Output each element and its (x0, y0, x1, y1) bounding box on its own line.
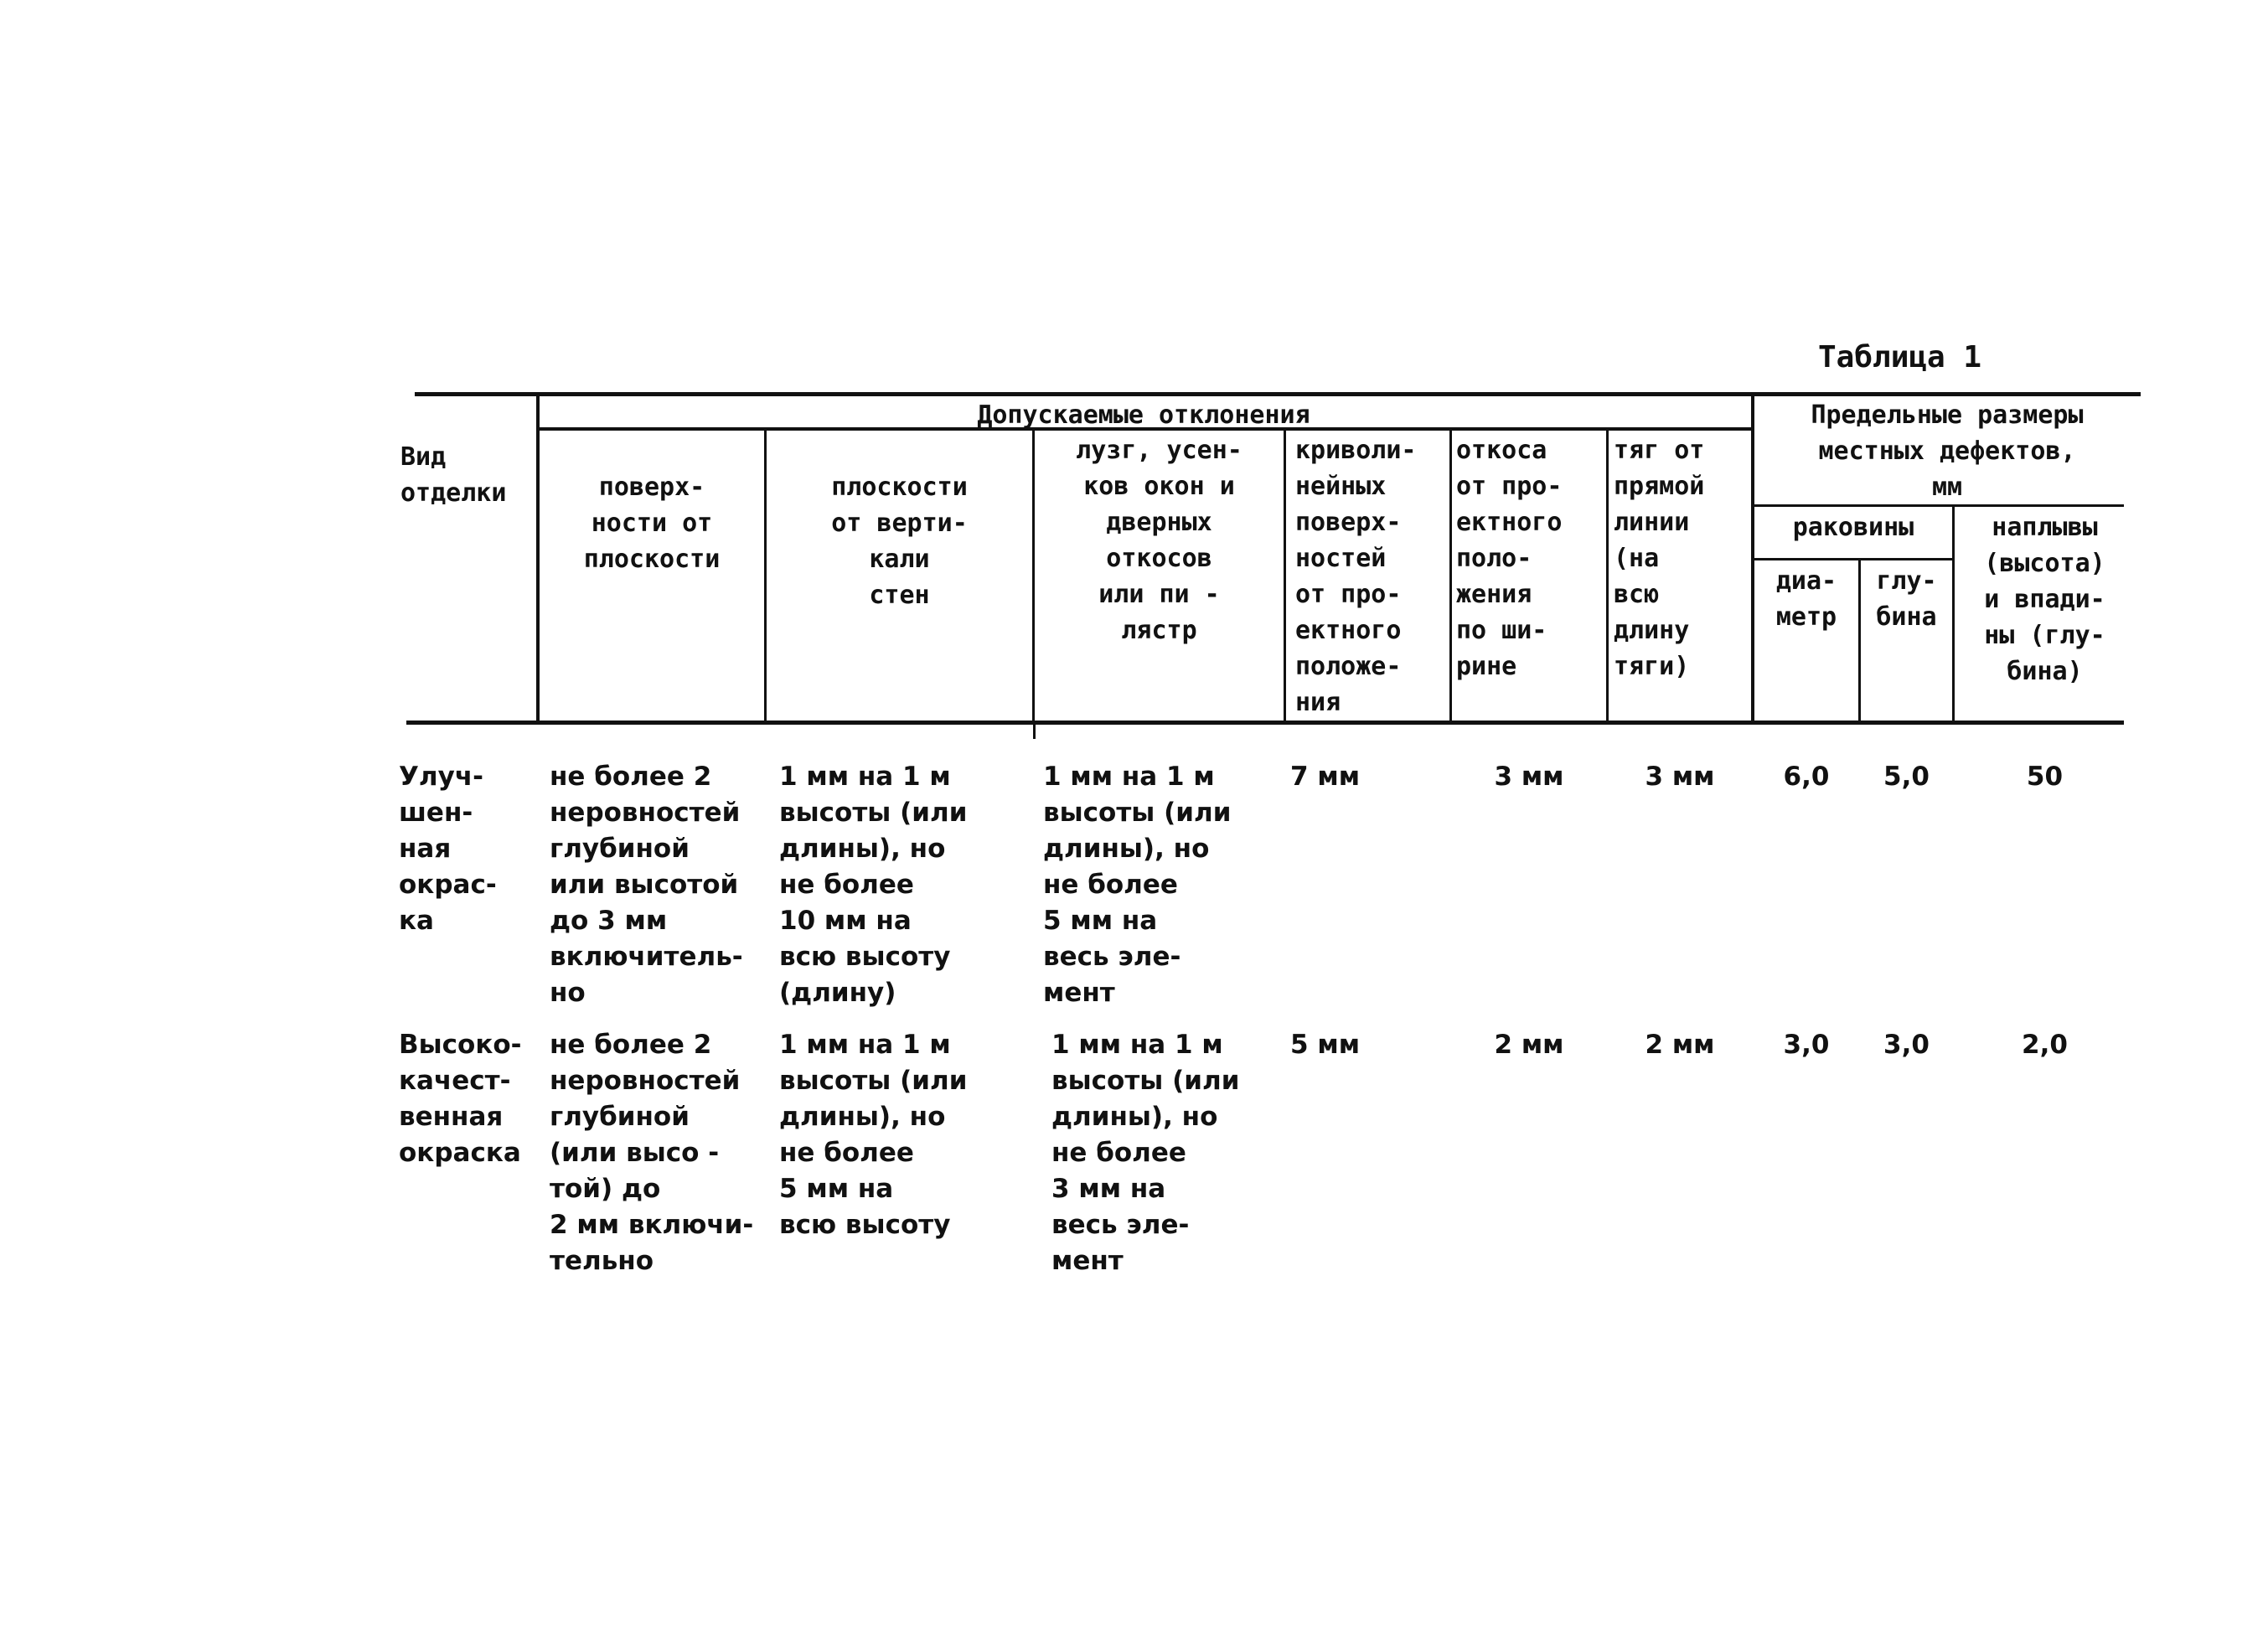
header-col-curved: криволи- нейных поверх- ностей от про- ектного положе- ния (1295, 436, 1417, 717)
row1-curved: 7 мм (1290, 762, 1361, 792)
header-sub-diameter: диа- метр (1775, 566, 1837, 632)
header-bottom-rule (406, 721, 2124, 725)
row2-rusts: 1 мм на 1 м высоты (или длины), но не более 3 мм на весь эле- мент (1051, 1030, 1240, 1276)
row2-rods: 2 мм (1645, 1030, 1715, 1060)
row1-finish-type: Улуч- шен- ная окрас- ка (399, 762, 497, 936)
header-sub-shells: раковины (1792, 513, 1914, 542)
row1-rusts: 1 мм на 1 м высоты (или длины), но не более 5 мм на весь эле- мент (1043, 762, 1232, 1008)
row2-diameter: 3,0 (1783, 1030, 1830, 1060)
row1-depth: 5,0 (1883, 762, 1930, 792)
col-divider-6 (1606, 429, 1609, 722)
header-finish-type: Вид отделки (400, 442, 507, 508)
row2-finish-type: Высоко- качест- венная окраска (399, 1030, 522, 1168)
row2-sags: 2,0 (2022, 1030, 2068, 1060)
header-sub-sags: наплывы (высота) и впади- ны (глу- бина) (1984, 513, 2105, 686)
row1-slopes: 3 мм (1494, 762, 1564, 792)
row1-surface: не более 2 неровностей глубиной или высотой до 3 мм включитель- но (550, 762, 743, 1008)
header-col-vertical: плоскости от верти- кали стен (831, 473, 968, 610)
row2-slopes: 2 мм (1494, 1030, 1564, 1060)
shells-sub-underline (1751, 558, 1952, 560)
header-col-rusts: лузг, усен- ков окон и дверных откосов или пи - лястр (1076, 436, 1242, 645)
header-deviations-group: Допускаемые отклонения (977, 400, 1310, 430)
row1-diameter: 6,0 (1783, 762, 1830, 792)
header-defects-group: Предельные размеры местных дефектов, мм (1811, 400, 2084, 502)
table-caption: Таблица 1 (1818, 340, 1982, 374)
row2-depth: 3,0 (1883, 1030, 1930, 1060)
row2-curved: 5 мм (1290, 1030, 1361, 1060)
row1-rods: 3 мм (1645, 762, 1715, 792)
row2-vertical: 1 мм на 1 м высоты (или длины), но не более 5 мм на всю высоту (779, 1030, 968, 1240)
row1-sags: 50 (2026, 762, 2064, 792)
row1-vertical: 1 мм на 1 м высоты (или длины), но не более 10 мм на всю высоту (длину) (779, 762, 968, 1008)
row2-surface: не более 2 неровностей глубиной (или высо - той) до 2 мм включи- тельно (550, 1030, 754, 1276)
table-top-rule (415, 392, 2141, 396)
col-divider-4 (1284, 429, 1286, 722)
col-divider-5 (1449, 429, 1452, 722)
header-col-rods: тяг от прямой линии (на всю длину тяги) (1614, 436, 1705, 681)
header-col-slopes: откоса от про- ектного поло- жения по ши- рине (1456, 436, 1563, 681)
header-tick (1033, 724, 1036, 739)
header-col-surface: поверх- ности от плоскости (583, 473, 721, 574)
header-sub-depth: глу- бина (1876, 566, 1937, 632)
